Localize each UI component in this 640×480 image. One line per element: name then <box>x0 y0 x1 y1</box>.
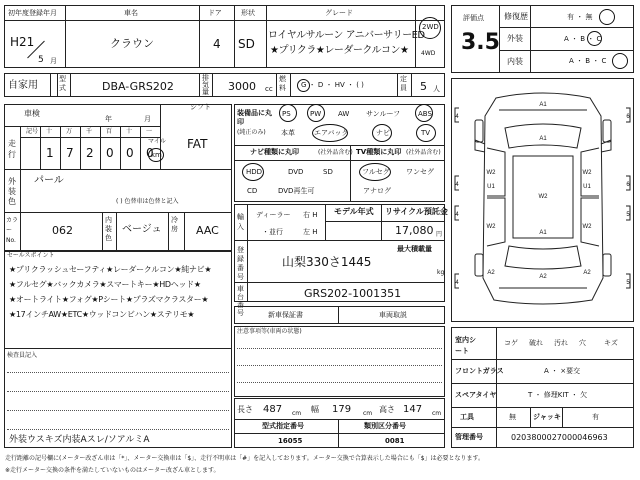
width-value: 179 <box>332 404 352 415</box>
car-diagram <box>451 78 634 322</box>
interior-grade-value: A ・ B ・ C <box>569 57 607 65</box>
odometer-unit-km: km <box>151 151 162 159</box>
type-value: DBA-GRS202 <box>102 80 174 93</box>
equipment-item: AW <box>338 110 350 118</box>
parallel-label: ・並行 <box>262 228 283 236</box>
inspector-note: 外装ウスキズ内装Aスレ/ソアルミA <box>9 435 150 445</box>
fuel-label: 燃料 <box>279 75 286 92</box>
tv-circle <box>359 163 391 181</box>
odometer-digit: 0 <box>146 146 154 160</box>
diagram-corner-number: 4 <box>455 280 459 286</box>
footer-line1: 走行距離の記号欄に(メーター改ざん車は「*」、メーター交換車は「$」、走行不明車は「#」を記入しております。メーター交換で合算表示した場合にも「$」は必要となります。 <box>5 455 485 462</box>
front-glass-value: A ・ ×要交 <box>544 367 581 375</box>
ac-value: AAC <box>196 224 219 237</box>
color-no-value: 062 <box>52 224 73 237</box>
shape-value: SD <box>238 37 255 51</box>
docs-frame <box>234 306 445 324</box>
equipment-item: ABS <box>418 110 432 118</box>
tv-item: ワンセグ <box>406 168 434 176</box>
recycle-value: 17,080 <box>395 224 434 237</box>
odometer-digit: 1 <box>46 146 54 160</box>
first-reg-value: H21 <box>10 35 35 49</box>
digit-header: 一 <box>146 128 153 135</box>
equipment-circle <box>312 124 348 142</box>
shape-label: 形状 <box>241 9 255 17</box>
sales-line: ★フルセグ★バックカメラ★スマートキー★HDヘッド★ <box>9 280 201 289</box>
sales-label: セールスポイント <box>7 252 55 259</box>
exterior-color-label: 外装色 <box>8 177 16 206</box>
handle-right: 右 H <box>303 211 318 219</box>
sheet-label: 室内シート <box>455 336 476 355</box>
recycle-label: リサイクル預託金 <box>385 207 448 216</box>
tv-item: フルセグ <box>362 168 390 176</box>
digit-header: 十 <box>46 128 53 135</box>
front-glass-label: フロントガラス <box>455 367 504 375</box>
diagram-label: A2 <box>487 270 495 276</box>
doors-value: 4 <box>213 37 221 51</box>
notes-frame <box>234 326 445 397</box>
drive-primary: 2WD <box>422 23 439 31</box>
equipment-item: サンルーフ <box>366 110 401 118</box>
tv-item: アナログ <box>363 187 391 195</box>
equipment-item: エアバック <box>314 129 349 137</box>
spare-label: スペアタイヤ <box>455 391 497 399</box>
diagram-corner-number: 4 <box>455 182 459 188</box>
repair-circle <box>599 9 615 25</box>
width-label: 幅 <box>311 405 319 414</box>
sheet-item: 汚れ <box>554 339 568 347</box>
car-name: クラウン <box>110 37 154 50</box>
diagram-corner-number: 4 <box>455 212 459 218</box>
equipment-item: 本革 <box>281 129 295 137</box>
drive-secondary: 4WD <box>421 50 436 57</box>
footer-line2: ※走行メーター交換の条件を満たしていないものはメーター改ざん車とします。 <box>5 467 220 474</box>
navi-title: ナビ種類に丸印 <box>250 148 299 156</box>
sheet-item: 破れ <box>529 339 543 347</box>
inspector-label: 検査員記入 <box>7 352 38 359</box>
diagram-label: W2 <box>582 170 592 176</box>
inspection-year-unit: 年 <box>105 115 112 123</box>
interior-grade-label: 内装 <box>507 57 523 66</box>
repair-value: 有 ・ 無 <box>567 13 593 21</box>
model-year-label: モデル年式 <box>334 207 374 216</box>
tools-value: 無 <box>509 413 516 421</box>
chassis-value: GRS202-1001351 <box>304 287 402 300</box>
height-unit: cm <box>432 410 442 417</box>
type-designation-value: 16055 <box>278 437 303 445</box>
inspection-month-unit: 月 <box>144 115 151 123</box>
jack-value: 有 <box>592 413 599 421</box>
import-label: 輸入 <box>237 213 244 231</box>
color-no-label: カラーNo. <box>6 217 19 244</box>
yen-unit: 円 <box>436 231 443 238</box>
navi-item: DVD再生可 <box>278 187 315 195</box>
equipment-subtitle: (純正のみ) <box>237 129 266 136</box>
height-value: 147 <box>403 404 423 415</box>
length-label: 長さ <box>237 405 253 414</box>
displacement-label: 排気量 <box>202 74 209 96</box>
diagram-label: W2 <box>486 224 496 230</box>
diagram-corner-number: 6 <box>626 182 630 188</box>
digit-header: 万 <box>66 128 73 135</box>
capacity-label: 定員 <box>400 75 407 92</box>
diagram-label: U1 <box>583 184 591 190</box>
max-load-label: 最大積載量 <box>397 245 432 253</box>
navi-circle <box>242 163 264 181</box>
diagram-label: W2 <box>538 194 548 200</box>
grade-score-value: 3.5 <box>461 30 500 55</box>
interior-color-label: 内装色 <box>105 216 112 242</box>
month-unit: 月 <box>50 57 57 65</box>
exterior-circle <box>587 31 602 46</box>
diagram-label: A2 <box>583 270 591 276</box>
odometer-digit: 2 <box>86 146 94 160</box>
equipment-circle <box>279 104 297 122</box>
repair-label: 修復歴 <box>504 12 528 21</box>
sheet-item: キズ <box>604 339 618 347</box>
diagram-label: A1 <box>539 136 547 142</box>
color-change-note: ( ) 色替車は色替と記入 <box>116 198 179 205</box>
mgmt-value: 0203800027000046963 <box>511 433 608 442</box>
ac-label: 冷房 <box>171 216 178 233</box>
diagram-corner-number: 5 <box>626 212 630 218</box>
navi-item: SD <box>323 168 333 176</box>
length-value: 487 <box>263 404 283 415</box>
grade-label: グレード <box>325 9 353 17</box>
kg-unit: kg <box>437 269 445 276</box>
spare-value: T ・ 修理KIT ・ 欠 <box>528 391 588 399</box>
exterior-value: A ・ B ・ C <box>564 35 602 43</box>
width-unit: cm <box>363 410 373 417</box>
digit-header: 十 <box>126 128 133 135</box>
use-value: 自家用 <box>8 80 38 91</box>
displacement-unit: cc <box>265 85 273 93</box>
grade-line1: ロイヤルサルーン アニバーサリーED <box>268 30 425 41</box>
capacity-value: 5 <box>420 80 427 93</box>
diagram-corner-number: 6 <box>626 114 630 120</box>
plate-label: 登録番号 <box>237 246 244 281</box>
diagram-label: U1 <box>487 184 495 190</box>
shift-label: シフト <box>190 103 211 111</box>
diagram-label: A1 <box>539 102 547 108</box>
height-label: 高さ <box>379 405 395 414</box>
fuel-value: G ・ D ・ HV ・ ( ) <box>301 81 364 89</box>
chassis-label: 車台番号 <box>237 285 244 317</box>
equipment-title: 装備品に丸印 <box>237 109 272 126</box>
diagram-corner-number: 5 <box>626 280 630 286</box>
notes-label: 注意事項等(車両の状態) <box>237 328 302 335</box>
equipment-item: ナビ <box>376 129 390 137</box>
grade-score-label: 評価点 <box>463 14 484 22</box>
odometer-unit-mile: マイル <box>148 138 166 145</box>
sales-line: ★17インチAW★ETC★ウッドコンビハン★ステリモ★ <box>9 310 195 319</box>
tools-label: 工具 <box>460 413 474 421</box>
equipment-circle <box>372 124 392 142</box>
navi-item: CD <box>247 187 258 195</box>
sales-line: ★プリクラッシュセーフティ★レーダークルコン★純ナビ★ <box>9 265 212 274</box>
diagram-label: A1 <box>539 230 547 236</box>
odometer-digit: 0 <box>126 146 134 160</box>
first-reg-label: 初年度登録年月 <box>8 9 57 17</box>
manual-label: 車両取説 <box>379 311 407 319</box>
doors-label: ドア <box>208 9 222 17</box>
tv-note: (社外品含む) <box>406 149 441 156</box>
grade-line2: ★プリクラ★レーダークルコン★ <box>270 45 409 56</box>
exterior-color-value: パール <box>34 175 64 186</box>
digit-header: 記号 <box>26 128 39 135</box>
type-designation-label: 型式指定番号 <box>262 422 304 430</box>
digit-header: 百 <box>106 128 113 135</box>
exterior-label: 外装 <box>507 34 523 43</box>
diagram-label: W2 <box>486 170 496 176</box>
odometer-digit: 7 <box>66 146 74 160</box>
jack-label: ジャッキ <box>533 413 561 421</box>
navi-item: HDD <box>246 168 263 176</box>
sheet-item: コゲ <box>504 339 518 347</box>
diagram-corner-number: 4 <box>455 114 459 120</box>
equipment-item: PW <box>310 110 322 118</box>
shift-value: FAT <box>187 137 208 151</box>
equipment-circle <box>415 104 433 122</box>
equipment-item: TV <box>421 129 431 137</box>
mgmt-label: 管理番号 <box>455 433 483 441</box>
diagram-label: W2 <box>582 224 592 230</box>
displacement-value: 3000 <box>228 80 256 93</box>
capacity-unit: 人 <box>433 85 440 93</box>
category-label: 類別区分番号 <box>364 422 406 430</box>
inspection-label: 車検 <box>24 109 40 118</box>
diagram-label: A2 <box>539 274 547 280</box>
name-label: 車名 <box>124 9 138 17</box>
sales-line: ★オートライト★フォグ★Pシート★プラズマクラスター★ <box>9 295 209 304</box>
sheet-item: 穴 <box>579 339 586 347</box>
digit-header: 千 <box>86 128 93 135</box>
handle-left: 左 H <box>303 228 318 236</box>
equipment-circle <box>416 124 436 142</box>
length-unit: cm <box>292 410 302 417</box>
interior-color-value: ベージュ <box>122 224 162 235</box>
category-value: 0081 <box>385 437 405 445</box>
navi-item: DVD <box>288 168 304 176</box>
navi-note: (社外品含む) <box>318 149 353 156</box>
plate-value: 山梨330さ1445 <box>282 255 372 269</box>
equipment-item: PS <box>282 110 291 118</box>
warranty-label: 新車保証書 <box>268 311 303 319</box>
interior-circle <box>612 53 628 69</box>
dealer-label: ディーラー <box>256 211 291 219</box>
type-label: 型式 <box>59 75 66 92</box>
tv-title: TV種類に丸印 <box>356 148 402 156</box>
equipment-circle <box>307 104 325 122</box>
odometer-digit: 0 <box>106 146 114 160</box>
first-reg-month: 5 <box>38 55 44 65</box>
odometer-label: 走行 <box>8 139 16 159</box>
